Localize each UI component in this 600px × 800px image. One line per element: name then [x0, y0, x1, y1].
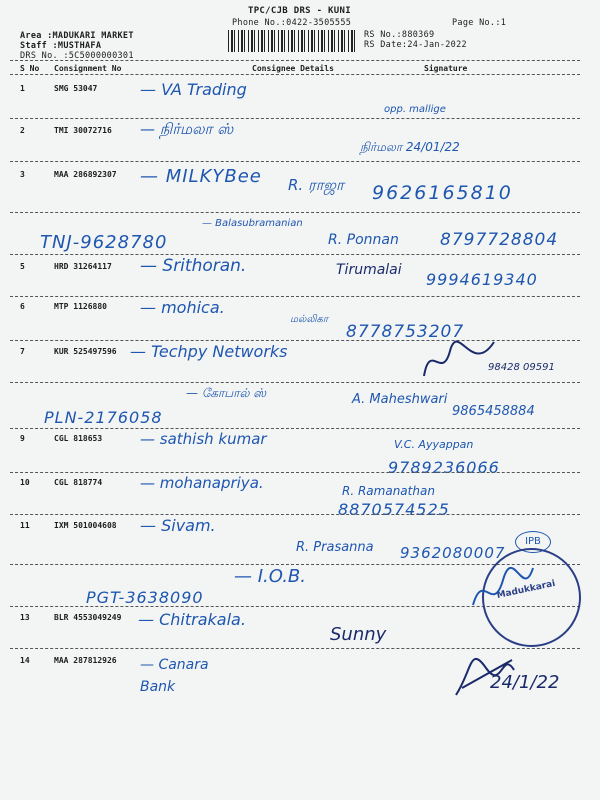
ipb-mark: IPB [515, 531, 551, 553]
row-signature: 9362080007 [400, 544, 506, 562]
rs-number: RS No.:880369 [364, 30, 435, 40]
row-sno: 14 [20, 656, 30, 665]
row-consignment: MAA 286892307 [54, 170, 117, 179]
row-signature: 98428 09591 [488, 362, 555, 373]
row-consignment-handwritten: TNJ-9628780 [40, 232, 168, 253]
page-number: Page No.:1 [452, 18, 507, 28]
signature-scribble [468, 560, 538, 620]
col-consignment: Consignment No [54, 64, 122, 73]
row-sno: 1 [20, 84, 25, 93]
row-signature: 9789236066 [388, 458, 500, 477]
row-consignment: IXM 501004608 [54, 521, 117, 530]
row-sno: 6 [20, 302, 25, 311]
row-detail: V.C. Ayyappan [394, 438, 474, 451]
row-consignee: — VA Trading [140, 80, 247, 99]
row-signature: 9865458884 [452, 404, 535, 419]
area-label: Area :MADUKARI MARKET [20, 31, 134, 41]
row-signature: 9994619340 [426, 270, 538, 289]
row-detail: மல்லிகா [290, 314, 329, 325]
barcode [228, 30, 358, 52]
stamp-text: Madukkarai [495, 578, 557, 602]
col-sno: S No [20, 64, 40, 73]
row-signature: நிர்மலா 24/01/22 [360, 140, 460, 154]
row-consignment: HRD 31264117 [54, 262, 112, 271]
row-consignee: — Chitrakala. [138, 610, 246, 629]
row-consignee: — கோபால் ஸ் [186, 386, 267, 400]
row-signature: 8870574525 [338, 500, 450, 519]
row-detail: R. Prasanna [296, 540, 374, 555]
row-signature: 8778753207 [346, 322, 465, 342]
row-consignee: — Srithoran. [140, 256, 247, 276]
header-rule-bottom [10, 74, 580, 75]
signature-scribble [452, 640, 522, 700]
row-detail: R. ராஜா [288, 176, 344, 194]
row-consignee: — mohica. [140, 298, 225, 317]
row-sno: 5 [20, 262, 25, 271]
phone-number: Phone No.:0422-3505555 [232, 18, 352, 28]
row-consignee: — Canara Bank [140, 657, 209, 695]
row-signature: Sunny [330, 624, 387, 645]
row-consignment-handwritten: PGT-3638090 [86, 588, 204, 607]
row-sno: 3 [20, 170, 25, 179]
row-consignee: — Balasubramanian [202, 218, 303, 229]
col-signature: Signature [424, 64, 468, 73]
row-sno: 7 [20, 347, 25, 356]
row-consignee: — mohanapriya. [140, 474, 264, 492]
row-sno: 2 [20, 126, 25, 135]
row-consignment: CGL 818774 [54, 478, 103, 487]
row-consignee: — I.O.B. [234, 566, 306, 587]
row-signature: 24/1/22 [490, 672, 560, 693]
row-signature: 9626165810 [372, 182, 513, 204]
row-consignment-handwritten: PLN-2176058 [44, 408, 163, 427]
row-consignment: MTP 1126880 [54, 302, 107, 311]
row-detail: A. Maheshwari [352, 392, 448, 407]
row-sno: 10 [20, 478, 30, 487]
row-detail: R. Ponnan [328, 232, 399, 248]
row-signature: opp. mallige [384, 104, 446, 115]
sheet-title: TPC/CJB DRS - KUNI [248, 6, 351, 16]
row-consignee: — Sivam. [140, 516, 216, 535]
drs-number: DRS No. :5C5000000301 [20, 51, 134, 61]
row-detail: Tirumalai [336, 262, 402, 278]
header-rule-top [10, 60, 580, 61]
row-consignment: KUR 525497596 [54, 347, 117, 356]
row-detail: R. Ramanathan [342, 484, 435, 498]
row-consignee: — Techpy Networks [130, 342, 288, 361]
row-consignee: — நிர்மலா ஸ் [140, 120, 234, 138]
row-sno: 9 [20, 434, 25, 443]
rs-date: RS Date:24-Jan-2022 [364, 40, 467, 50]
row-consignment: CGL 818653 [54, 434, 103, 443]
row-consignee: — MILKYBee [140, 166, 262, 187]
col-consignee: Consignee Details [252, 64, 334, 73]
signature-scribble [420, 336, 500, 386]
row-consignment: BLR 4553049249 [54, 613, 122, 622]
row-sno: 13 [20, 613, 30, 622]
row-sno: 11 [20, 521, 30, 530]
row-consignee: — sathish kumar [140, 430, 267, 448]
row-consignment: SMG 53047 [54, 84, 98, 93]
row-signature: 8797728804 [440, 230, 559, 250]
row-consignment: MAA 287812926 [54, 656, 117, 665]
row-consignment: TMI 30072716 [54, 126, 112, 135]
staff-label: Staff :MUSTHAFA [20, 41, 102, 51]
